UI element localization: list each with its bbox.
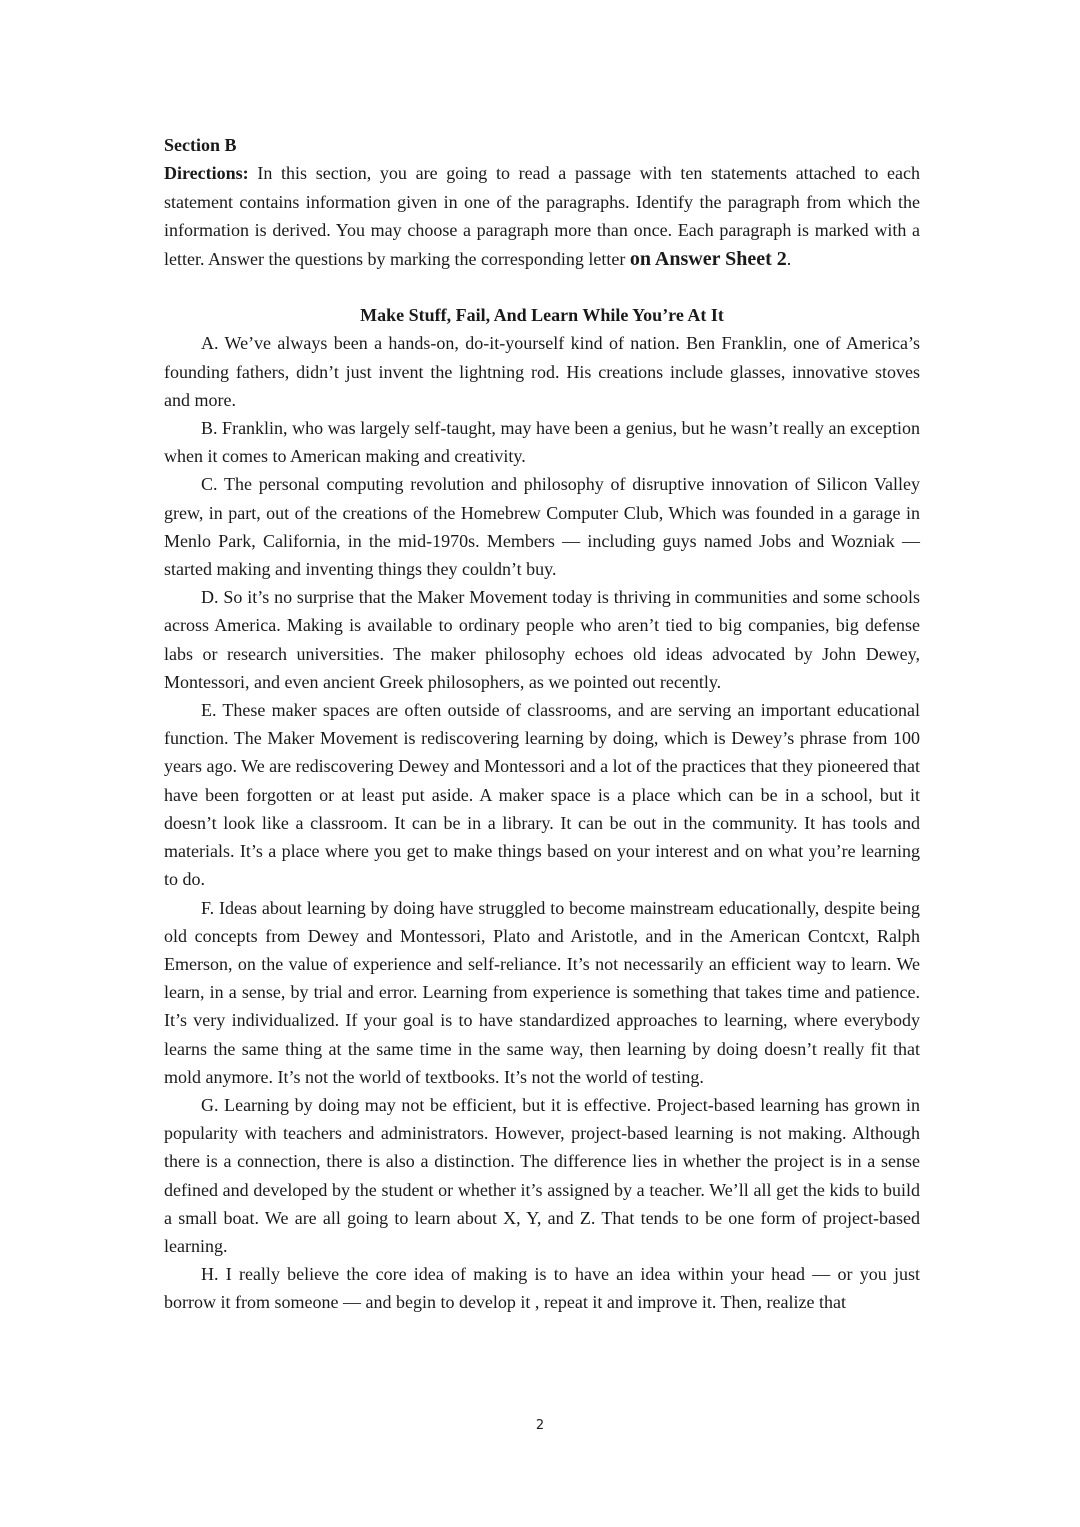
page-number: 2 [535, 1418, 545, 1433]
paragraph-c: C. The personal computing revolution and philosophy of disruptive innovation of Silicon Valley grew, in part, out of the creations of the Homebrew Computer Club, Which was founded in a garage in Menlo Park, California, in the mid-1970s. Members — including guys named Jobs and Wozniak — started making and inventing things they couldn’t buy. [164, 474, 920, 580]
section-title: Section B [164, 135, 237, 155]
paragraph-d: D. So it’s no surprise that the Maker Movement today is thriving in communities and some schools across America. Making is available to ordinary people who aren’t tied to big companies, big defense labs or research universities. The maker philosophy echoes old ideas advocated by John Dewey, Montessori, and even ancient Greek philosophers, as we pointed out recently. [164, 587, 920, 692]
directions-text: In this section, you are going to read a passage with ten statements attached to each statement contains information given in one of the paragraphs. Identify the paragraph from which the information is derived. You may choose a paragraph more than once. Each paragraph is marked with a letter. Answer the questions by marking the corresponding letter [164, 163, 921, 269]
directions-end: . [786, 248, 792, 269]
passage-title: Make Stuff, Fail, And Learn While You’re At It [360, 305, 724, 326]
paragraph-f: F. Ideas about learning by doing have struggled to become mainstream educationally, despite being old concepts from Dewey and Montessori, Plato and Aristotle, and in the American Contcxt, Ralph Emerson, on the value of experience and self-reliance. It’s not necessarily an efficient way to learn. We learn, in a sense, by trial and error. Learning from experience is something that takes time and patience. It’s very individualized. If your goal is to have standardized approaches to learning, where everybody learns the same thing at the same time in the same way, then learning by doing doesn’t really fit that mold anymore. It’s not the world of textbooks. It’s not the world of testing. [164, 897, 920, 1087]
answer-sheet-reference: on Answer Sheet 2 [629, 247, 787, 270]
paragraph-g: G. Learning by doing may not be efficient, but it is effective. Project-based learning has grown in popularity with teachers and administrators. However, project-based learning is not making. Although there is a connection, there is also a distinction. The difference lies in whether the project is in a sense defined and developed by the student or whether it’s assigned by a teacher. We’ll all get the kids to build a small boat. We are all going to learn about X, Y, and Z. That tends to be one form of project-based learning. [164, 1094, 920, 1256]
document-page [164, 131, 920, 1317]
directions [164, 159, 920, 273]
paragraph-a: A. We’ve always been a hands-on, do-it-yourself kind of nation. Ben Franklin, one of America’s founding fathers, didn’t just invent the lightning rod. His creations include glasses, innovative stoves and more. [164, 333, 920, 410]
paragraph-b: B. Franklin, who was largely self-taught, may have been a genius, but he wasn’t really an exception when it comes to American making and creativity. [164, 418, 920, 467]
directions-label: Directions: [164, 163, 249, 184]
paragraph-h: H. I really believe the core idea of making is to have an idea within your head — or you just borrow it from someone — and begin to develop it , repeat it and improve it. Then, realize that [164, 1264, 920, 1313]
paragraph-e: E. These maker spaces are often outside of classrooms, and are serving an important educational function. The Maker Movement is rediscovering learning by doing, which is Dewey’s phrase from 100 years ago. We are rediscovering Dewey and Montessori and a lot of the practices that they pioneered that have been forgotten or at least put aside. A maker space is a place which can be in a school, but it doesn’t look like a classroom. It can be in a library. It can be out in the community. It has tools and materials. It’s a place where you get to make things based on your interest and on what you’re learning to do. [164, 700, 920, 890]
